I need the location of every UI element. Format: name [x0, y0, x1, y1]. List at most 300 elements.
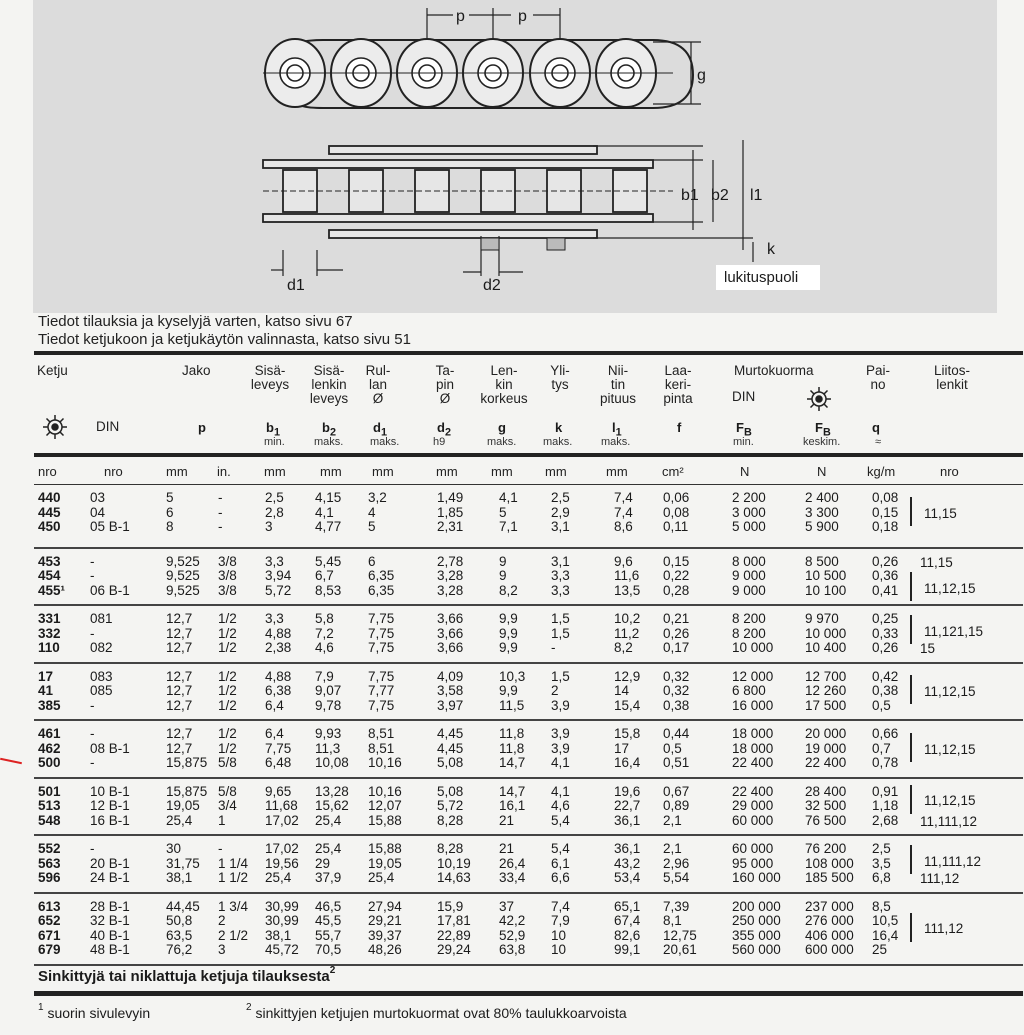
table-cell: 18 000 [732, 726, 774, 741]
sprocket-icon [806, 386, 832, 412]
table-row [34, 742, 1023, 757]
table-cell: 12,7 [166, 640, 193, 655]
table-cell: 1/2 [218, 668, 237, 684]
table-cell: 671 [38, 927, 61, 943]
table-cell: 0,67 [663, 783, 690, 799]
table-cell: 0,26 [663, 625, 690, 641]
table-cell: 0,5 [663, 740, 682, 756]
unit-mm: mm [264, 464, 286, 479]
table-cell: 22,7 [614, 798, 641, 813]
table-cell: 10 B-1 [90, 783, 130, 799]
table-cell: 6,35 [368, 568, 395, 583]
table-cell: 6,4 [265, 726, 284, 741]
table-cell: 25 [872, 942, 888, 957]
table-cell: 0,06 [663, 490, 690, 505]
table-cell: 4,15 [315, 490, 342, 505]
table-cell: 10 [551, 942, 567, 957]
table-cell: 76,2 [166, 942, 193, 957]
table-row [34, 491, 1023, 506]
table-cell: 7,75 [368, 611, 395, 626]
sub-g: maks. [487, 436, 517, 448]
table-cell: 12,7 [166, 625, 193, 641]
table-cell: 5,72 [265, 582, 292, 598]
table-cell: 7,9 [315, 668, 334, 684]
footer-title: Sinkittyjä tai niklattuja ketjuja tilauksesta$^2$ [38, 965, 336, 985]
header-l1: Nii- tin pituus [599, 363, 637, 406]
table-cell: 3,9 [551, 740, 570, 756]
liitos-value: 11,12,15 [924, 793, 976, 809]
table-row [34, 929, 1023, 944]
table-cell: 0,44 [663, 726, 690, 741]
table-cell: 8,6 [614, 519, 633, 534]
table-cell: 2 400 [805, 490, 839, 505]
table-cell: 32 500 [805, 798, 847, 813]
unit-mm: mm [436, 464, 458, 479]
table-cell: 3,2 [368, 490, 387, 505]
table-cell: 4,1 [551, 783, 570, 799]
table-cell: 17 [614, 740, 630, 756]
table-cell: 14,7 [499, 755, 526, 770]
table-cell: 548 [38, 812, 61, 828]
table-cell: 44,45 [166, 898, 200, 914]
table-cell: 450 [38, 519, 61, 534]
table-cell: 0,08 [872, 490, 899, 505]
unit-nro: nro [38, 464, 57, 479]
dim-p1: p [456, 8, 465, 25]
dim-b2: b2 [711, 187, 729, 204]
table-row [34, 785, 1023, 800]
table-cell: 21 [499, 812, 515, 828]
sprocket-icon [42, 414, 68, 440]
table-cell: 10 [551, 927, 567, 943]
table-cell: 11,2 [614, 625, 640, 641]
table-cell: 0,08 [663, 504, 690, 520]
table-cell: 462 [38, 740, 61, 756]
unit-mm: mm [166, 464, 188, 479]
table-cell: 50,8 [166, 913, 193, 928]
bracket-line [910, 572, 912, 601]
table-cell: 385 [38, 697, 61, 713]
table-cell: 200 000 [732, 898, 781, 914]
table-cell: 1,49 [437, 490, 464, 505]
table-cell: 7,1 [499, 519, 518, 534]
sub-d2: h9 [433, 436, 446, 448]
table-cell: 19,05 [166, 798, 200, 813]
table-cell: 5,45 [315, 553, 342, 569]
bracket-line [910, 497, 912, 526]
liitos-value: 111,12 [924, 921, 964, 937]
table-cell: 6,6 [551, 870, 570, 885]
table-cell: 0,26 [872, 640, 899, 655]
table-row [34, 914, 1023, 929]
table-top-rule [34, 351, 1023, 355]
table-cell: 31,75 [166, 855, 200, 871]
table-cell: 445 [38, 504, 61, 520]
table-cell: 3,1 [551, 519, 570, 534]
table-cell: 33,4 [499, 870, 526, 885]
unit-mm: mm [372, 464, 394, 479]
table-cell: 3/8 [218, 553, 237, 569]
table-cell: 596 [38, 870, 61, 885]
table-cell: 3 [265, 519, 273, 534]
table-cell: 10,16 [368, 755, 402, 770]
table-cell: 15,4 [614, 697, 641, 713]
table-cell: 13,28 [315, 783, 349, 799]
table-cell: 0,18 [872, 519, 899, 534]
table-cell: 8,51 [368, 726, 395, 741]
table-cell: 36,1 [614, 841, 641, 856]
table-cell: 37 [499, 898, 515, 914]
table-cell: 10 000 [732, 640, 774, 655]
table-cell: 25,4 [315, 841, 342, 856]
table-cell: 8,53 [315, 582, 342, 598]
table-group [34, 491, 1023, 549]
table-cell: 03 [90, 490, 106, 505]
unit-mm: mm [491, 464, 513, 479]
table-cell: 237 000 [805, 898, 854, 914]
table-cell: 7,4 [614, 504, 633, 520]
table-cell: 0,15 [872, 504, 899, 520]
table-cell: 5 000 [732, 519, 766, 534]
liitos-value: 11,111,12 [924, 853, 982, 869]
table-cell: 52,9 [499, 927, 526, 943]
table-cell: 1 1/2 [218, 870, 249, 885]
table-cell: 11,8 [499, 726, 525, 741]
table-cell: 12 000 [732, 668, 774, 684]
table-cell: 22 400 [732, 755, 774, 770]
table-cell: 6,4 [265, 697, 284, 713]
table-cell: 082 [90, 640, 113, 655]
sym-g: g [498, 420, 506, 435]
table-cell: 0,17 [663, 640, 690, 655]
table-cell: 9 970 [805, 611, 839, 626]
table-cell: 16,4 [872, 927, 899, 943]
table-cell: 8 200 [732, 625, 766, 641]
table-group [34, 779, 1023, 837]
table-cell: 0,5 [872, 697, 891, 713]
dim-d1: d1 [287, 277, 305, 294]
table-cell: 55,7 [315, 927, 342, 943]
table-cell: - [90, 726, 95, 741]
header-jako: Jako [182, 363, 211, 378]
table-cell: 2,78 [437, 553, 464, 569]
table-cell: 2 [218, 913, 226, 928]
table-cell: 20 000 [805, 726, 847, 741]
table-cell: 7,39 [663, 898, 690, 914]
table-cell: 5,08 [437, 783, 464, 799]
table-cell: 17,02 [265, 812, 299, 828]
bracket-line [910, 675, 912, 704]
dim-d2: d2 [483, 277, 501, 294]
table-group [34, 606, 1023, 664]
roller-chain-drawing [33, 0, 997, 313]
table-cell: 3,3 [551, 568, 570, 583]
table-cell: 10 000 [805, 625, 847, 641]
footnote-2: $^2$ sinkittyjen ketjujen murtokuormat ovat 80% taulukkoarvoista [246, 1002, 627, 1021]
header-liitos: Liitos- lenkit [933, 363, 970, 392]
sym-p: p [198, 420, 206, 435]
table-cell: 0,42 [872, 668, 899, 684]
sym-fb-avg: $F_B$ [815, 420, 831, 439]
table-group [34, 664, 1023, 722]
table-cell: 0,91 [872, 783, 899, 799]
header-din: DIN [96, 419, 120, 434]
table-cell: 1/2 [218, 697, 237, 713]
table-cell: 3/4 [218, 798, 237, 813]
table-cell: 25,4 [315, 812, 342, 828]
header-murtokuorma: Murtokuorma [734, 363, 814, 378]
table-cell: 7,4 [614, 490, 633, 505]
table-row [34, 684, 1023, 699]
table-cell: 41 [38, 683, 54, 698]
table-cell: 0,11 [663, 519, 689, 534]
table-cell: 42,2 [499, 913, 526, 928]
table-cell: 13,5 [614, 582, 641, 598]
table-cell: 17,02 [265, 841, 299, 856]
bracket-line [910, 913, 912, 942]
table-cell: 454 [38, 568, 61, 583]
sym-fb-min: $F_B$ [736, 420, 752, 439]
table-cell: 11,5 [499, 697, 525, 713]
table-cell: 9,525 [166, 553, 200, 569]
table-cell: 7,75 [368, 668, 395, 684]
sub-fb-avg: keskim. [803, 436, 841, 448]
table-cell: 12,75 [663, 927, 697, 943]
table-cell: 46,5 [315, 898, 342, 914]
table-cell: 21 [499, 841, 515, 856]
table-cell: 081 [90, 611, 113, 626]
header-f: Laa- keri- pinta [663, 363, 693, 406]
table-cell: 3,58 [437, 683, 464, 698]
table-row [34, 756, 1023, 771]
table-cell: 12,7 [166, 740, 193, 756]
table-cell: 17,81 [437, 913, 471, 928]
table-cell: 5,72 [437, 798, 464, 813]
table-cell: - [90, 553, 95, 569]
table-cell: 6,48 [265, 755, 292, 770]
table-cell: 22 400 [732, 783, 774, 799]
sym-b2: $b_2$ [322, 420, 336, 439]
table-cell: 8,1 [663, 913, 682, 928]
table-cell: - [90, 568, 95, 583]
table-cell: 1/2 [218, 683, 237, 698]
liitos-value: 15 [920, 641, 936, 656]
unit-mm: mm [545, 464, 567, 479]
lukituspuoli-label: lukituspuoli [716, 265, 820, 290]
table-cell: 05 B-1 [90, 519, 130, 534]
sub-b1: min. [264, 436, 285, 448]
table-cell: 613 [38, 898, 61, 914]
table-cell: 10 100 [805, 582, 847, 598]
table-cell: 355 000 [732, 927, 781, 943]
table-cell: 15,62 [315, 798, 349, 813]
table-cell: 3,3 [551, 582, 570, 598]
footnote-1: $^1$ suorin sivulevyin [38, 1002, 151, 1021]
table-cell: 63,5 [166, 927, 193, 943]
table-cell: 25,4 [368, 870, 395, 885]
table-cell: 0,26 [872, 553, 899, 569]
table-cell: 9,6 [614, 553, 633, 569]
table-cell: 0,32 [663, 683, 690, 698]
table-cell: 9,78 [315, 697, 342, 713]
table-cell: 5 900 [805, 519, 839, 534]
table-cell: 10,08 [315, 755, 349, 770]
table-cell: 0,51 [663, 755, 690, 770]
table-cell: 37,9 [315, 870, 342, 885]
table-cell: 5,4 [551, 841, 570, 856]
table-cell: 331 [38, 611, 61, 626]
header-q: Pai- no [865, 363, 890, 392]
table-cell: 9,9 [499, 640, 518, 655]
table-cell: 5 [499, 504, 507, 520]
table-row [34, 799, 1023, 814]
sym-k: k [555, 420, 563, 435]
table-cell: 25,4 [166, 812, 193, 828]
table-cell: 7,75 [265, 740, 292, 756]
table-cell: 4,88 [265, 625, 292, 641]
header-b1: Sisä- leveys [250, 363, 290, 392]
sym-q: q [872, 420, 880, 435]
table-cell: 5/8 [218, 783, 237, 799]
table-cell: 95 000 [732, 855, 774, 871]
table-cell: 76 500 [805, 812, 847, 828]
table-row [34, 814, 1023, 829]
table-cell: 0,32 [663, 668, 690, 684]
table-cell: 4,88 [265, 668, 292, 684]
table-cell: 4,1 [551, 755, 570, 770]
table-cell: 7,77 [368, 683, 395, 698]
table-cell: 4,77 [315, 519, 342, 534]
table-cell: 7,75 [368, 625, 395, 641]
table-cell: 27,94 [368, 898, 402, 914]
table-cell: 3,66 [437, 611, 464, 626]
table-cell: 8,5 [872, 898, 891, 914]
table-cell: 3,3 [265, 611, 284, 626]
table-cell: 8 000 [732, 553, 766, 569]
table-cell: 0,89 [663, 798, 690, 813]
table-row [34, 670, 1023, 685]
table-cell: 29 [315, 855, 331, 871]
table-cell: 406 000 [805, 927, 854, 943]
table-cell: 332 [38, 625, 61, 641]
table-cell: 40 B-1 [90, 927, 130, 943]
table-cell: 36,1 [614, 812, 641, 828]
table-cell: 3/8 [218, 582, 237, 598]
table-cell: 461 [38, 726, 61, 741]
table-cell: 8 [166, 519, 174, 534]
table-cell: 9,07 [315, 683, 342, 698]
table-cell: 440 [38, 490, 61, 505]
table-cell: 9 000 [732, 568, 766, 583]
sub-d1: maks. [370, 436, 400, 448]
table-cell: 6 [368, 553, 376, 569]
table-cell: 10,16 [368, 783, 402, 799]
table-cell: 0,38 [872, 683, 899, 698]
table-cell: 652 [38, 913, 61, 928]
table-cell: 12 B-1 [90, 798, 130, 813]
table-cell: 0,78 [872, 755, 899, 770]
table-cell: 5,8 [315, 611, 334, 626]
table-cell: - [218, 490, 223, 505]
table-cell: 15,8 [614, 726, 641, 741]
table-cell: 4,1 [315, 504, 334, 520]
table-cell: 3,66 [437, 625, 464, 641]
unit-mm: mm [320, 464, 342, 479]
table-cell: 25,4 [265, 870, 292, 885]
sym-l1: $l_1$ [612, 420, 622, 439]
table-cell: 1 [218, 812, 226, 828]
table-cell: 6,1 [551, 855, 570, 871]
table-cell: 4,45 [437, 740, 464, 756]
table-cell: 5 [368, 519, 376, 534]
table-cell: 2,8 [265, 504, 284, 520]
header-g: Len- kin korkeus [480, 363, 528, 406]
table-cell: 12,7 [166, 697, 193, 713]
table-cell: 2,5 [551, 490, 570, 505]
table-cell: 30 [166, 841, 182, 856]
sub-b2: maks. [314, 436, 344, 448]
table-cell: 276 000 [805, 913, 854, 928]
table-cell: 53,4 [614, 870, 641, 885]
table-cell: 63,8 [499, 942, 526, 957]
table-cell: 453 [38, 553, 61, 569]
table-cell: 600 000 [805, 942, 854, 957]
table-row [34, 627, 1023, 642]
table-cell: 29 000 [732, 798, 774, 813]
table-cell: - [90, 755, 95, 770]
table-cell: 1,85 [437, 504, 464, 520]
table-cell: 110 [38, 640, 60, 655]
table-cell: 22 400 [805, 755, 847, 770]
table-cell: 2 1/2 [218, 927, 249, 943]
table-cell: 17 500 [805, 697, 847, 713]
table-cell: 06 B-1 [90, 582, 130, 598]
table-cell: 11,8 [499, 740, 525, 756]
margin-mark [0, 758, 22, 765]
table-cell: 0,66 [872, 726, 899, 741]
table-cell: 9 [499, 553, 507, 569]
header-b2: Sisä- lenkin leveys [309, 363, 349, 406]
liitos-value: 11,12,15 [924, 684, 976, 699]
table-cell: 0,36 [872, 568, 899, 583]
liitos-value: 111,12 [920, 871, 960, 886]
table-cell: 45,5 [315, 913, 342, 928]
table-group [34, 549, 1023, 607]
note-orders: Tiedot tilauksia ja kyselyjä varten, katso sivu 67 [38, 313, 353, 330]
table-cell: 083 [90, 668, 113, 684]
table-cell: 8,28 [437, 812, 464, 828]
table-cell: 1/2 [218, 625, 237, 641]
header-d1: Rul- lan Ø [365, 363, 391, 406]
table-row [34, 506, 1023, 521]
table-cell: 0,41 [872, 582, 899, 598]
table-row [34, 612, 1023, 627]
table-cell: 0,22 [663, 568, 690, 583]
table-cell: 12,7 [166, 726, 193, 741]
table-cell: 6 [166, 504, 174, 520]
table-cell: 3,94 [265, 568, 292, 583]
table-row [34, 900, 1023, 915]
table-cell: 48 B-1 [90, 942, 130, 957]
table-cell: - [90, 625, 95, 641]
table-cell: 30,99 [265, 898, 299, 914]
table-cell: - [90, 697, 95, 713]
table-cell: 65,1 [614, 898, 641, 914]
table-row [34, 584, 1023, 599]
table-cell: 4,45 [437, 726, 464, 741]
table-cell: 2,1 [663, 812, 682, 828]
table-cell: 0,25 [872, 611, 899, 626]
